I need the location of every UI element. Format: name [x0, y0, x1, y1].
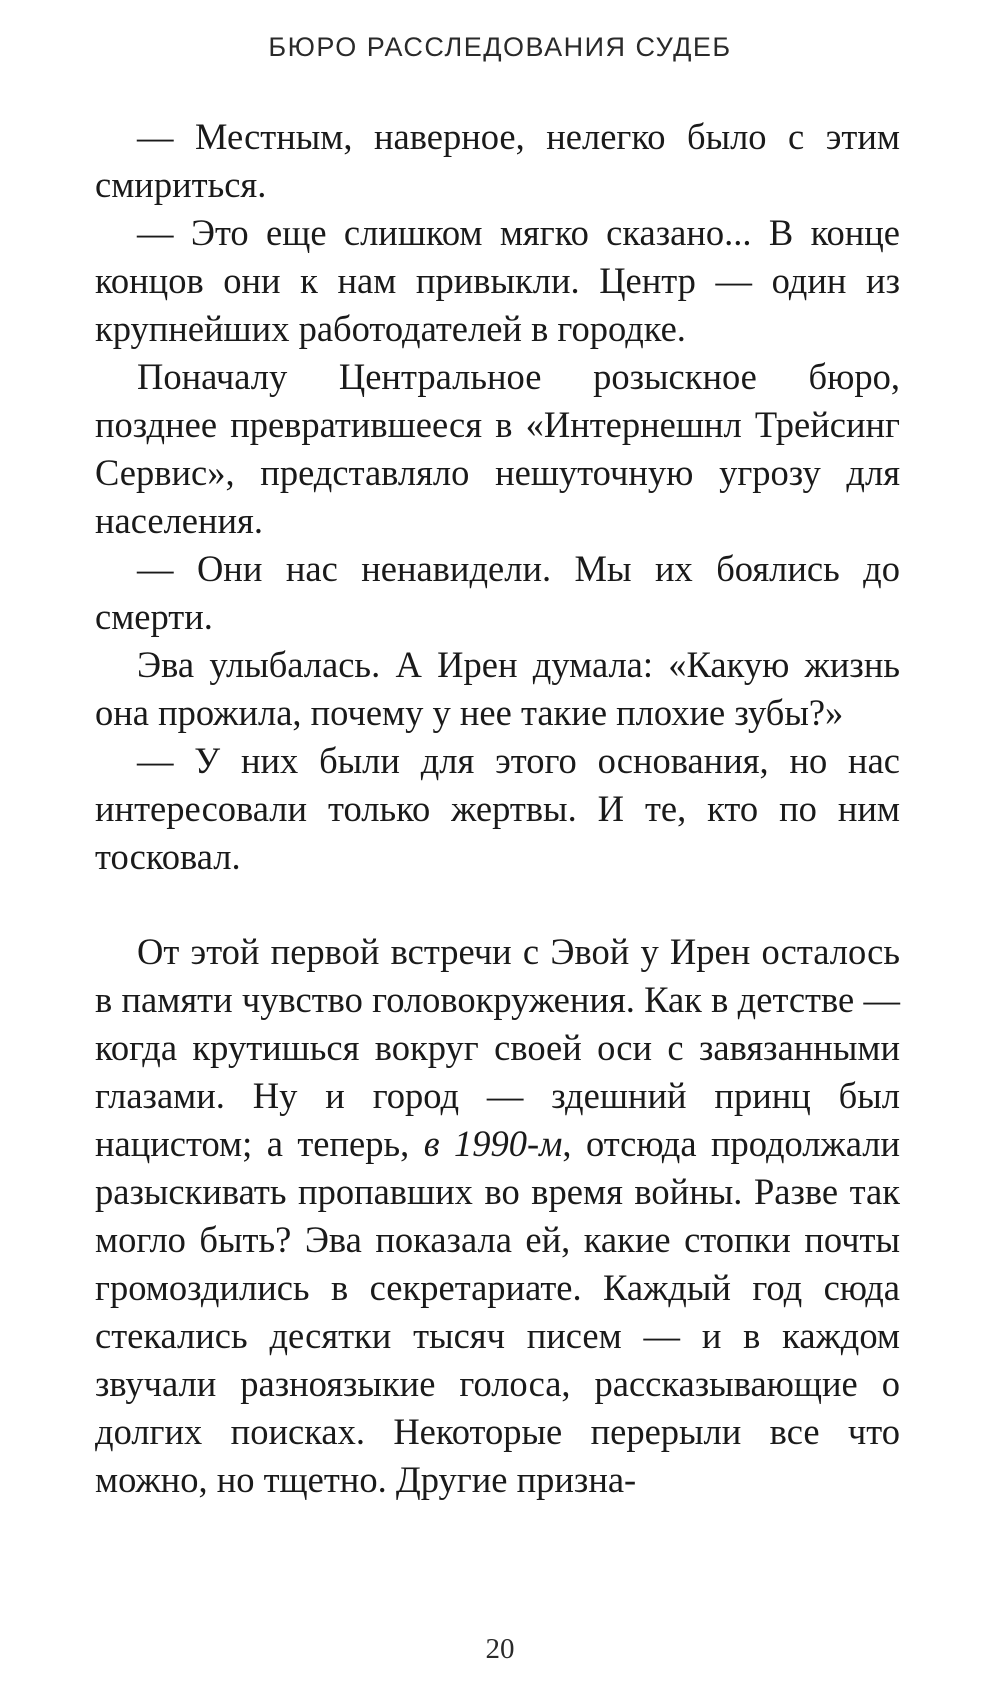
paragraph: Поначалу Центральное розыскное бюро, позднее превратившееся в «Интернешнл Трейсинг Сервис», представляло нешуточную угрозу для населения. [95, 356, 900, 541]
running-title: БЮРО РАССЛЕДОВАНИЯ СУДЕБ [268, 32, 732, 62]
page-number: 20 [485, 1633, 515, 1665]
emphasis-text: в 1990-м [423, 1123, 563, 1164]
paragraph: — Это еще слишком мягко сказано... В конце концов они к нам привыкли. Центр — один из крупнейших работодателей в городке. [95, 212, 900, 349]
paragraph: Эва улыбалась. А Ирен думала: «Какую жизнь она прожила, почему у нее такие плохие зубы?» [95, 644, 900, 733]
paragraph: — Местным, наверное, нелегко было с этим смириться. [95, 116, 900, 205]
narrative-section [95, 928, 900, 1504]
dialogue-section [95, 113, 900, 881]
paragraph-text-end: , отсюда продолжали разыскивать пропавших во время войны. Разве так могло быть? Эва показала ей, какие стопки почты громоздились в секретариате. Каждый год сюда стекались десятки тысяч писем — и в каждом звучали разноязыкие голоса, рассказывающие о долгих поисках. Некоторые перерыли все что можно, но тщетно. Другие призна- [95, 1123, 900, 1500]
paragraph [95, 928, 900, 1504]
paragraph: — У них были для этого основания, но нас интересовали только жертвы. И те, кто по ним тосковал. [95, 740, 900, 877]
paragraph-text-start: От этой первой встречи с Эвой у Ирен осталось в памяти чувство головокружения. Как в детстве — когда крутишься вокруг своей оси с завязанными глазами. Ну и город — здешний принц был нацистом; а теперь, [95, 931, 900, 1164]
paragraph: — Они нас ненавидели. Мы их боялись до смерти. [95, 548, 900, 637]
